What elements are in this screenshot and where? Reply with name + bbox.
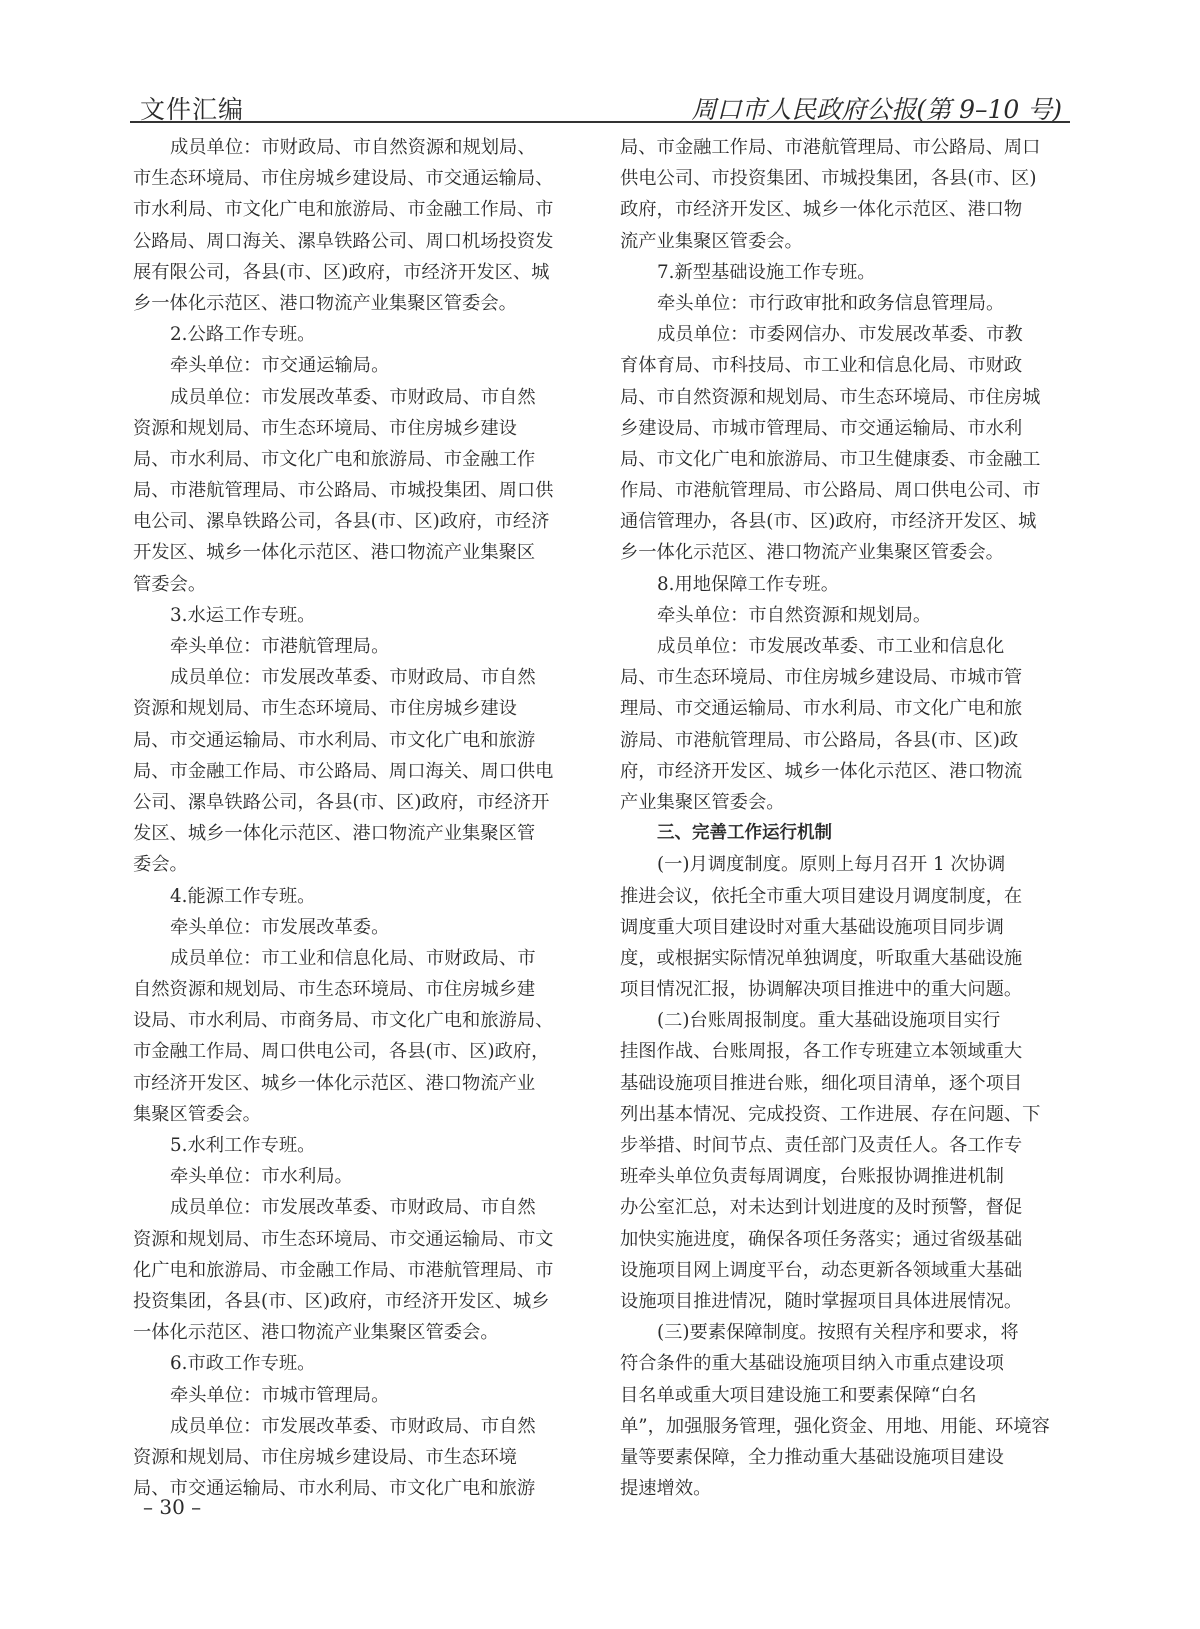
text-line: 办公室汇总，对未达到计划进度的及时预警，督促	[620, 1197, 1023, 1219]
text-line: 局、市金融工作局、市公路局、周口海关、周口供电	[133, 760, 554, 782]
text-line: 加快实施进度，确保各项任务落实；通过省级基础	[620, 1228, 1023, 1250]
text-line: 7.新型基础设施工作专班。	[657, 261, 876, 283]
text-line: 局、市交通运输局、市水利局、市文化广电和旅游	[133, 1478, 536, 1500]
text-line: 政府，市经济开发区、城乡一体化示范区、港口物	[620, 199, 1023, 221]
text-line: 委会。	[133, 854, 188, 876]
text-line: 成员单位：市发展改革委、市财政局、市自然	[170, 386, 536, 408]
text-line: 调度重大项目建设时对重大基础设施项目同步调	[620, 916, 1004, 938]
text-line: 局、市文化广电和旅游局、市卫生健康委、市金融工	[620, 448, 1041, 470]
text-line: 流产业集聚区管委会。	[620, 230, 803, 252]
text-line: 电公司、漯阜铁路公司，各县(市、区)政府，市经济	[133, 511, 550, 533]
text-line: 度，或根据实际情况单独调度，听取重大基础设施	[620, 947, 1023, 969]
text-line: 通信管理办，各县(市、区)政府，市经济开发区、城	[620, 511, 1037, 533]
text-line: 市水利局、市文化广电和旅游局、市金融工作局、市	[133, 199, 554, 221]
text-line: 局、市港航管理局、市公路局、市城投集团、周口供	[133, 480, 554, 502]
text-line: 乡一体化示范区、港口物流产业集聚区管委会。	[620, 542, 1004, 564]
text-line: 成员单位：市发展改革委、市工业和信息化	[657, 636, 1005, 657]
text-line: 局、市生态环境局、市住房城乡建设局、市城市管	[620, 667, 1023, 689]
text-line: 化广电和旅游局、市金融工作局、市港航管理局、市	[133, 1259, 554, 1281]
section-title: 文件汇编	[140, 95, 245, 124]
text-line: 资源和规划局、市生态环境局、市住房城乡建设	[133, 417, 517, 439]
text-line: 育体育局、市科技局、市工业和信息化局、市财政	[620, 355, 1023, 377]
text-line: 作局、市港航管理局、市公路局、周口供电公司、市	[620, 480, 1041, 502]
text-line: 局、市自然资源和规划局、市生态环境局、市住房城	[620, 386, 1041, 408]
text-line: 牵头单位：市发展改革委。	[170, 916, 390, 938]
text-line: 成员单位：市发展改革委、市财政局、市自然	[170, 1415, 536, 1437]
text-line: 班牵头单位负责每周调度，台账报协调推进机制	[620, 1166, 1004, 1188]
text-line: 提速增效。	[620, 1478, 712, 1500]
text-line: 展有限公司，各县(市、区)政府，市经济开发区、城	[133, 261, 550, 283]
text-column-right	[620, 132, 1051, 1504]
text-line: 供电公司、市投资集团、市城投集团，各县(市、区)	[620, 168, 1037, 190]
section-heading: 三、完善工作运行机制	[657, 823, 832, 844]
text-line: 市生态环境局、市住房城乡建设局、市交通运输局、	[133, 168, 554, 190]
text-line: 市金融工作局、周口供电公司，各县(市、区)政府，	[133, 1041, 550, 1063]
text-line: 局、市交通运输局、市水利局、市文化广电和旅游	[133, 729, 536, 751]
text-line: 项目情况汇报，协调解决项目推进中的重大问题。	[620, 979, 1023, 1001]
text-line: 理局、市交通运输局、市水利局、市文化广电和旅	[620, 698, 1023, 720]
text-line: 设施项目推进情况，随时掌握项目具体进展情况。	[620, 1290, 1023, 1312]
text-line: 5.水利工作专班。	[170, 1135, 316, 1156]
text-line: 成员单位：市工业和信息化局、市财政局、市	[170, 947, 536, 969]
text-line: 资源和规划局、市生态环境局、市交通运输局、市文	[133, 1228, 554, 1250]
text-line: 游局、市港航管理局、市公路局，各县(市、区)政	[620, 729, 1019, 751]
text-line: 8.用地保障工作专班。	[657, 573, 839, 595]
text-line: 自然资源和规划局、市生态环境局、市住房城乡建	[133, 979, 536, 1001]
text-line: 基础设施项目推进台账，细化项目清单，逐个项目	[620, 1072, 1023, 1094]
page-number: – 30 –	[143, 1495, 202, 1519]
text-line: 公路局、周口海关、漯阜铁路公司、周口机场投资发	[133, 230, 554, 252]
text-line: 产业集聚区管委会。	[620, 791, 785, 813]
text-line: 2.公路工作专班。	[170, 324, 316, 346]
text-line: 公司、漯阜铁路公司，各县(市、区)政府，市经济开	[133, 791, 550, 813]
text-line: 局、市金融工作局、市港航管理局、市公路局、周口	[620, 137, 1041, 158]
text-line: 步举措、时间节点、责任部门及责任人。各工作专	[620, 1135, 1023, 1156]
text-line: 资源和规划局、市住房城乡建设局、市生态环境	[133, 1446, 517, 1468]
text-line: 局、市水利局、市文化广电和旅游局、市金融工作	[133, 448, 536, 470]
text-line: 乡一体化示范区、港口物流产业集聚区管委会。	[133, 292, 517, 314]
text-line: 发区、城乡一体化示范区、港口物流产业集聚区管	[133, 823, 536, 845]
text-line: 4.能源工作专班。	[170, 885, 316, 907]
text-line: 牵头单位：市自然资源和规划局。	[657, 604, 932, 626]
text-line: 量等要素保障，全力推动重大基础设施项目建设	[620, 1446, 1004, 1468]
text-line: 一体化示范区、港口物流产业集聚区管委会。	[133, 1322, 499, 1344]
text-line: 列出基本情况、完成投资、工作进展、存在问题、下	[620, 1103, 1041, 1125]
text-line: 牵头单位：市行政审批和政务信息管理局。	[657, 292, 1005, 314]
text-line: 成员单位：市发展改革委、市财政局、市自然	[170, 1197, 536, 1219]
text-line: (二)台账周报制度。重大基础设施项目实行	[657, 1010, 1001, 1032]
text-column-left	[133, 132, 564, 1504]
text-line: 设局、市水利局、市商务局、市文化广电和旅游局、	[133, 1010, 554, 1032]
text-line: 3.水运工作专班。	[170, 604, 316, 626]
text-line: 集聚区管委会。	[133, 1103, 261, 1125]
text-line: 乡建设局、市城市管理局、市交通运输局、市水利	[620, 417, 1023, 439]
text-line: 管委会。	[133, 573, 207, 595]
text-line: 牵头单位：市城市管理局。	[170, 1384, 390, 1406]
text-line: 设施项目网上调度平台，动态更新各领域重大基础	[620, 1259, 1023, 1281]
text-line: 市经济开发区、城乡一体化示范区、港口物流产业	[133, 1072, 536, 1094]
text-line: 投资集团，各县(市、区)政府，市经济开发区、城乡	[133, 1290, 550, 1312]
text-line: 推进会议，依托全市重大项目建设月调度制度，在	[620, 885, 1023, 907]
text-line: 挂图作战、台账周报，各工作专班建立本领域重大	[620, 1041, 1023, 1063]
text-line: 牵头单位：市港航管理局。	[170, 636, 390, 657]
text-line: 府，市经济开发区、城乡一体化示范区、港口物流	[620, 760, 1023, 782]
text-line: 目名单或重大项目建设施工和要素保障“白名	[620, 1384, 977, 1406]
text-line: 成员单位：市发展改革委、市财政局、市自然	[170, 667, 536, 689]
text-line: 成员单位：市委网信办、市发展改革委、市教	[657, 324, 1023, 346]
publication-title: 周口市人民政府公报(第 9–10 号)	[691, 95, 1062, 124]
text-line: (三)要素保障制度。按照有关程序和要求，将	[657, 1322, 1019, 1344]
text-line: 开发区、城乡一体化示范区、港口物流产业集聚区	[133, 542, 536, 564]
text-line: 6.市政工作专班。	[170, 1353, 316, 1375]
header-divider	[130, 121, 1070, 123]
text-line: 成员单位：市财政局、市自然资源和规划局、	[170, 137, 536, 158]
text-line: 资源和规划局、市生态环境局、市住房城乡建设	[133, 698, 517, 720]
text-line: 单”，加强服务管理，强化资金、用地、用能、环境容	[620, 1415, 1050, 1437]
text-line: (一)月调度制度。原则上每月召开 1 次协调	[657, 854, 1006, 876]
text-line: 符合条件的重大基础设施项目纳入市重点建设项	[620, 1353, 1004, 1375]
text-line: 牵头单位：市交通运输局。	[170, 355, 390, 377]
text-line: 牵头单位：市水利局。	[170, 1166, 353, 1188]
